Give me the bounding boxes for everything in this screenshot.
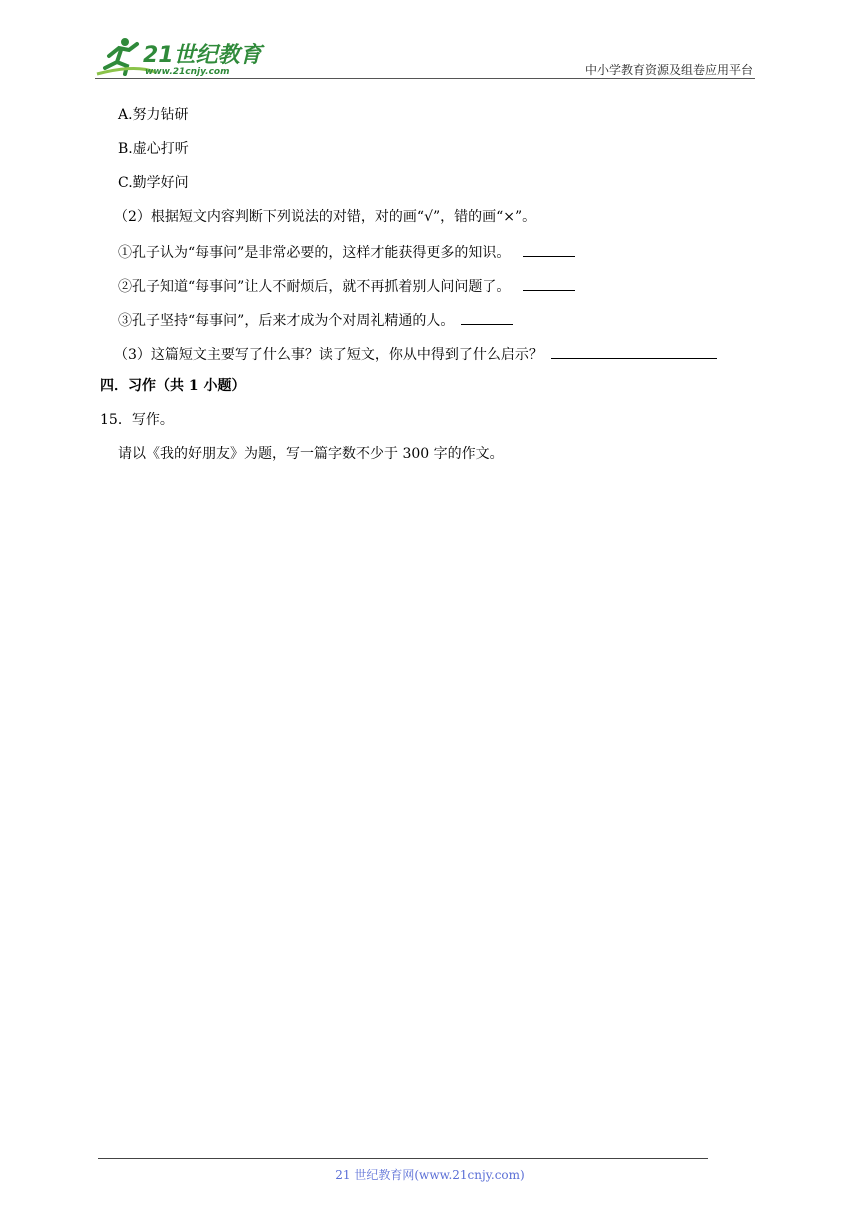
answer-blank-3[interactable] bbox=[461, 310, 513, 325]
question-2-item-3 bbox=[118, 310, 513, 330]
section-four-heading: 四．习作（共 1 小题） bbox=[100, 378, 246, 394]
footer-divider bbox=[98, 1158, 708, 1159]
option-a: A.努力钻研 bbox=[118, 107, 189, 123]
question-3-prompt: （3）这篇短文主要写了什么事？读了短文，你从中得到了什么启示？ bbox=[114, 347, 543, 363]
item-2-text: ②孔子知道“每事问”让人不耐烦后，就不再抓着别人问问题了。 bbox=[118, 279, 511, 295]
question-15-prompt: 请以《我的好朋友》为题，写一篇字数不少于 300 字的作文。 bbox=[118, 446, 504, 462]
option-b: B.虚心打听 bbox=[118, 141, 189, 157]
answer-blank-2[interactable] bbox=[523, 276, 575, 291]
item-1-text: ①孔子认为“每事问”是非常必要的，这样才能获得更多的知识。 bbox=[118, 245, 511, 261]
question-3 bbox=[114, 344, 717, 364]
question-2-item-1 bbox=[118, 242, 575, 262]
answer-blank-1[interactable] bbox=[523, 242, 575, 257]
logo-text: 21世纪教育 bbox=[143, 43, 262, 68]
site-logo bbox=[95, 34, 265, 78]
question-15: 15．写作。 bbox=[100, 412, 174, 428]
answer-blank-q3[interactable] bbox=[551, 344, 717, 359]
platform-name: 中小学教育资源及组卷应用平台 bbox=[584, 63, 753, 77]
question-2-item-2 bbox=[118, 276, 575, 296]
item-3-text: ③孔子坚持“每事问”，后来才成为个对周礼精通的人。 bbox=[118, 313, 455, 329]
option-c: C.勤学好问 bbox=[118, 175, 189, 191]
logo-url: www.21cnjy.com bbox=[145, 67, 230, 77]
question-2-prompt: （2）根据短文内容判断下列说法的对错，对的画“√”，错的画“×”。 bbox=[114, 209, 537, 225]
footer-link[interactable]: 21 世纪教育网(www.21cnjy.com) bbox=[335, 1168, 525, 1182]
page-header bbox=[95, 34, 755, 78]
header-divider bbox=[95, 78, 755, 79]
